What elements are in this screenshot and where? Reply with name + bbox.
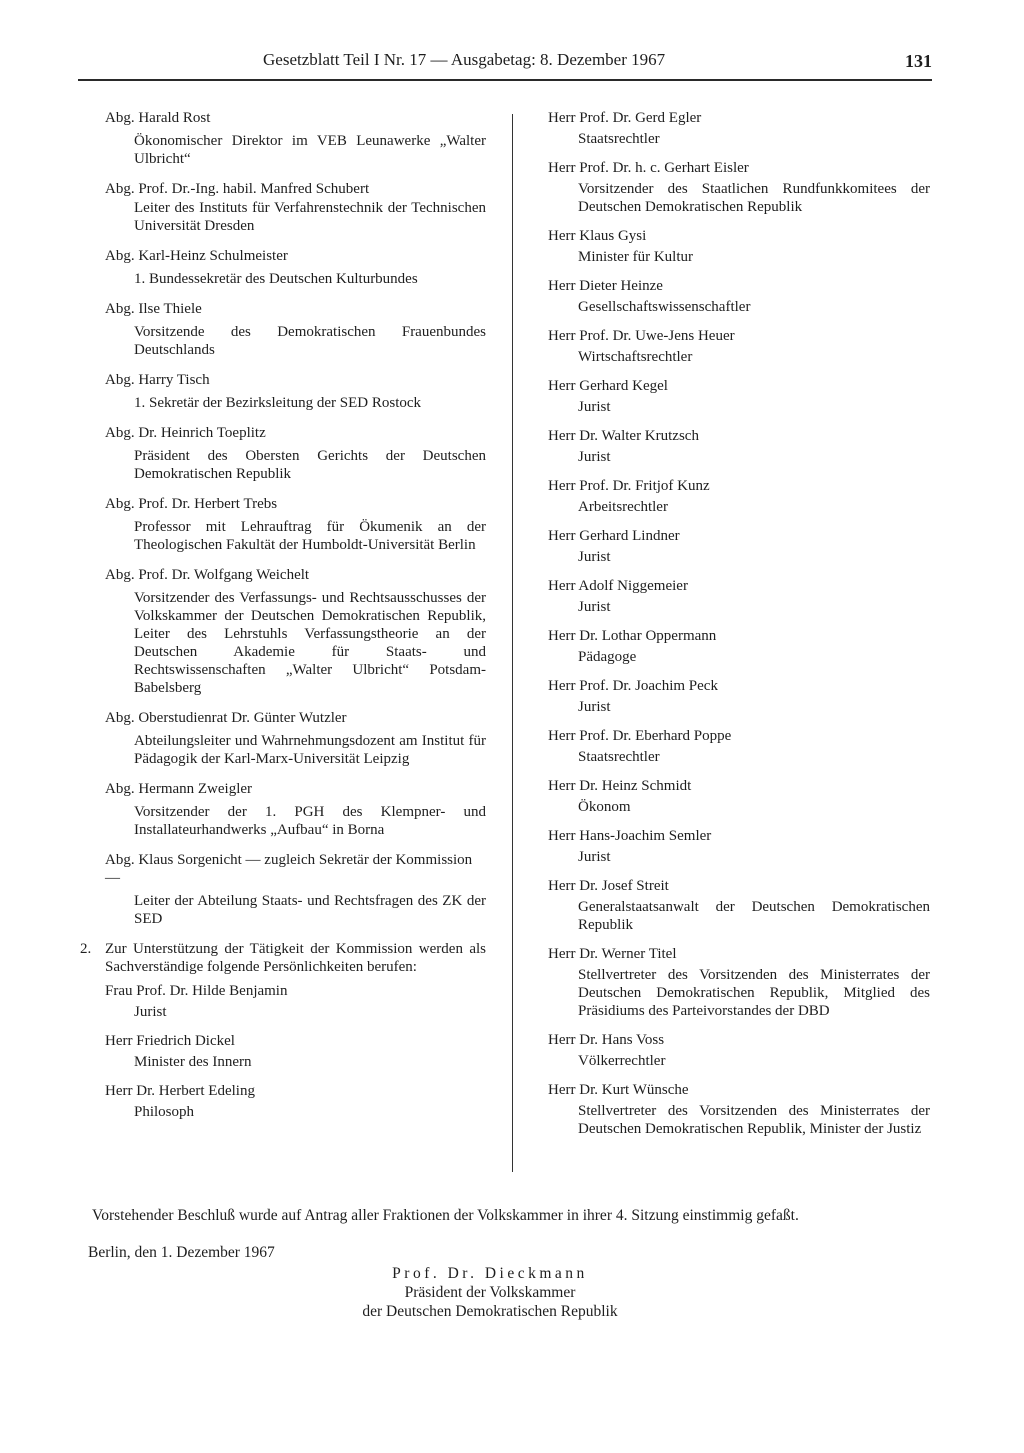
list-item xyxy=(80,424,486,483)
expert-description: Gesellschaftswissenschaftler xyxy=(578,299,751,315)
expert-description: Vorsitzender des Staatlichen Rundfunkkomitees der Deutschen Demokratischen Republik xyxy=(578,181,930,215)
list-item xyxy=(548,277,930,316)
member-description: 1. Bundessekretär des Deutschen Kulturbundes xyxy=(134,271,418,287)
expert-name: Herr Dieter Heinze xyxy=(548,278,663,294)
expert-name: Herr Dr. Josef Streit xyxy=(548,878,669,894)
point-number: 2. xyxy=(80,941,92,957)
list-item xyxy=(80,371,486,412)
expert-description: Staatsrechtler xyxy=(578,131,660,147)
signer-title: der Deutschen Demokratischen Republik xyxy=(362,1303,618,1320)
member-name: Abg. Ilse Thiele xyxy=(105,301,202,317)
list-item xyxy=(548,945,930,1020)
list-item xyxy=(80,247,486,288)
list-item xyxy=(80,566,486,697)
gazette-title: Gesetzblatt Teil I Nr. 17 — Ausgabetag: 8. Dezember 1967 xyxy=(263,50,666,69)
list-item xyxy=(548,777,930,816)
expert-description: Staatsrechtler xyxy=(578,749,660,765)
list-item xyxy=(80,709,486,768)
resolution-statement: Vorstehender Beschluß wurde auf Antrag aller Fraktionen der Volkskammer in ihrer 4. Sitzung einstimmig gefaßt. xyxy=(92,1207,799,1224)
expert-description: Jurist xyxy=(578,549,611,565)
expert-description: Jurist xyxy=(578,699,611,715)
member-name: Abg. Prof. Dr. Wolfgang Weichelt xyxy=(105,567,310,583)
left-column xyxy=(80,109,486,1132)
list-item xyxy=(548,827,930,866)
list-item xyxy=(80,109,486,168)
column-divider xyxy=(512,114,513,1172)
page-header xyxy=(80,50,932,76)
expert-name: Herr Prof. Dr. Joachim Peck xyxy=(548,678,718,694)
expert-description: Jurist xyxy=(134,1004,167,1020)
expert-name: Herr Hans-Joachim Semler xyxy=(548,828,712,844)
list-item xyxy=(80,1082,486,1121)
list-item xyxy=(548,327,930,366)
place-date: Berlin, den 1. Dezember 1967 xyxy=(88,1244,275,1261)
point-text: Zur Unterstützung der Tätigkeit der Kommission werden als Sachverständige folgende Persönlichkeiten berufen: xyxy=(105,941,486,975)
expert-name: Herr Friedrich Dickel xyxy=(105,1033,235,1049)
list-item xyxy=(548,877,930,934)
expert-name: Herr Dr. Werner Titel xyxy=(548,946,677,962)
member-description: Leiter der Abteilung Staats- und Rechtsfragen des ZK der SED xyxy=(134,893,486,927)
expert-description: Arbeitsrechtler xyxy=(578,499,668,515)
expert-name: Herr Gerhard Lindner xyxy=(548,528,680,544)
expert-description: Pädagoge xyxy=(578,649,637,665)
member-description: Leiter des Instituts für Verfahrenstechnik der Technischen Universität Dresden xyxy=(134,200,486,234)
list-item xyxy=(80,851,486,928)
list-item xyxy=(548,109,930,148)
list-item xyxy=(80,780,486,839)
list-item xyxy=(548,427,930,466)
expert-name: Herr Dr. Walter Krutzsch xyxy=(548,428,699,444)
expert-description: Jurist xyxy=(578,599,611,615)
expert-description: Völkerrechtler xyxy=(578,1053,666,1069)
expert-name: Herr Prof. Dr. Uwe-Jens Heuer xyxy=(548,328,735,344)
list-item xyxy=(80,180,486,235)
expert-name: Herr Prof. Dr. Eberhard Poppe xyxy=(548,728,732,744)
signer-name: Prof. Dr. Dieckmann xyxy=(392,1265,588,1282)
list-item xyxy=(548,1081,930,1138)
member-description: Vorsitzender des Verfassungs- und Rechtsausschusses der Volkskammer der Deutschen Demokratischen Republik, Leiter des Lehrstuhls Verfassungstheorie an der Deutschen Akademie für Staats- und Rechtswissenschaften „Walter Ulbricht“ Potsdam-Babelsberg xyxy=(134,590,486,696)
list-item xyxy=(80,1032,486,1071)
list-item xyxy=(548,377,930,416)
page-number: 131 xyxy=(905,51,932,71)
member-name: Abg. Prof. Dr.-Ing. habil. Manfred Schubert xyxy=(105,181,370,197)
expert-description: Jurist xyxy=(578,849,611,865)
expert-description: Philosoph xyxy=(134,1104,195,1120)
expert-description: Minister des Innern xyxy=(134,1054,252,1070)
member-name: Abg. Oberstudienrat Dr. Günter Wutzler xyxy=(105,710,347,726)
list-item xyxy=(80,495,486,554)
member-name: Abg. Harald Rost xyxy=(105,110,211,126)
expert-name: Herr Prof. Dr. h. c. Gerhart Eisler xyxy=(548,160,749,176)
member-name: Abg. Harry Tisch xyxy=(105,372,210,388)
expert-name: Herr Dr. Lothar Oppermann xyxy=(548,628,717,644)
member-description: Vorsitzender der 1. PGH des Klempner- und Installateurhandwerks „Aufbau“ in Borna xyxy=(134,804,486,838)
expert-name: Herr Dr. Heinz Schmidt xyxy=(548,778,692,794)
expert-description: Wirtschaftsrechtler xyxy=(578,349,693,365)
expert-name: Herr Prof. Dr. Fritjof Kunz xyxy=(548,478,710,494)
expert-name: Herr Gerhard Kegel xyxy=(548,378,668,394)
expert-description: Ökonom xyxy=(578,799,631,815)
list-item xyxy=(548,527,930,566)
member-name: Abg. Karl-Heinz Schulmeister xyxy=(105,248,288,264)
member-name: Abg. Klaus Sorgenicht — zugleich Sekretär der Kommission — xyxy=(105,852,473,886)
right-column xyxy=(548,109,930,1149)
list-item xyxy=(548,627,930,666)
signature-block xyxy=(330,1264,650,1321)
list-item xyxy=(548,227,930,266)
list-item xyxy=(548,159,930,216)
list-item xyxy=(80,982,486,1021)
list-item xyxy=(548,727,930,766)
expert-description: Jurist xyxy=(578,399,611,415)
expert-description: Generalstaatsanwalt der Deutschen Demokratischen Republik xyxy=(578,899,930,933)
expert-name: Herr Prof. Dr. Gerd Egler xyxy=(548,110,702,126)
member-description: Abteilungsleiter und Wahrnehmungsdozent am Institut für Pädagogik der Karl-Marx-Universität Leipzig xyxy=(134,733,486,767)
expert-name: Herr Adolf Niggemeier xyxy=(548,578,688,594)
list-item xyxy=(548,577,930,616)
member-description: Präsident des Obersten Gerichts der Deutschen Demokratischen Republik xyxy=(134,448,486,482)
member-name: Abg. Dr. Heinrich Toeplitz xyxy=(105,425,266,441)
member-name: Abg. Hermann Zweigler xyxy=(105,781,253,797)
expert-description: Minister für Kultur xyxy=(578,249,693,265)
member-description: 1. Sekretär der Bezirksleitung der SED Rostock xyxy=(134,395,422,411)
list-item xyxy=(80,300,486,359)
expert-name: Herr Klaus Gysi xyxy=(548,228,647,244)
member-description: Ökonomischer Direktor im VEB Leunawerke „Walter Ulbricht“ xyxy=(134,133,486,167)
expert-name: Herr Dr. Hans Voss xyxy=(548,1032,665,1048)
expert-description: Stellvertreter des Vorsitzenden des Ministerrates der Deutschen Demokratischen Republik, Minister der Justiz xyxy=(578,1103,930,1137)
header-rule xyxy=(78,79,932,81)
expert-name: Herr Dr. Kurt Wünsche xyxy=(548,1082,689,1098)
list-item xyxy=(548,1031,930,1070)
member-description: Vorsitzende des Demokratischen Frauenbundes Deutschlands xyxy=(134,324,486,358)
member-name: Abg. Prof. Dr. Herbert Trebs xyxy=(105,496,278,512)
member-description: Professor mit Lehrauftrag für Ökumenik an der Theologischen Fakultät der Humboldt-Universität Berlin xyxy=(134,519,486,553)
expert-name: Frau Prof. Dr. Hilde Benjamin xyxy=(105,983,288,999)
expert-name: Herr Dr. Herbert Edeling xyxy=(105,1083,255,1099)
list-item xyxy=(548,477,930,516)
section-point-2 xyxy=(80,940,486,976)
expert-description: Stellvertreter des Vorsitzenden des Ministerrates der Deutschen Demokratischen Republik, Mitglied des Präsidiums des Parteivorstandes der DBD xyxy=(578,967,930,1019)
signer-title: Präsident der Volkskammer xyxy=(404,1284,576,1301)
expert-description: Jurist xyxy=(578,449,611,465)
list-item xyxy=(548,677,930,716)
